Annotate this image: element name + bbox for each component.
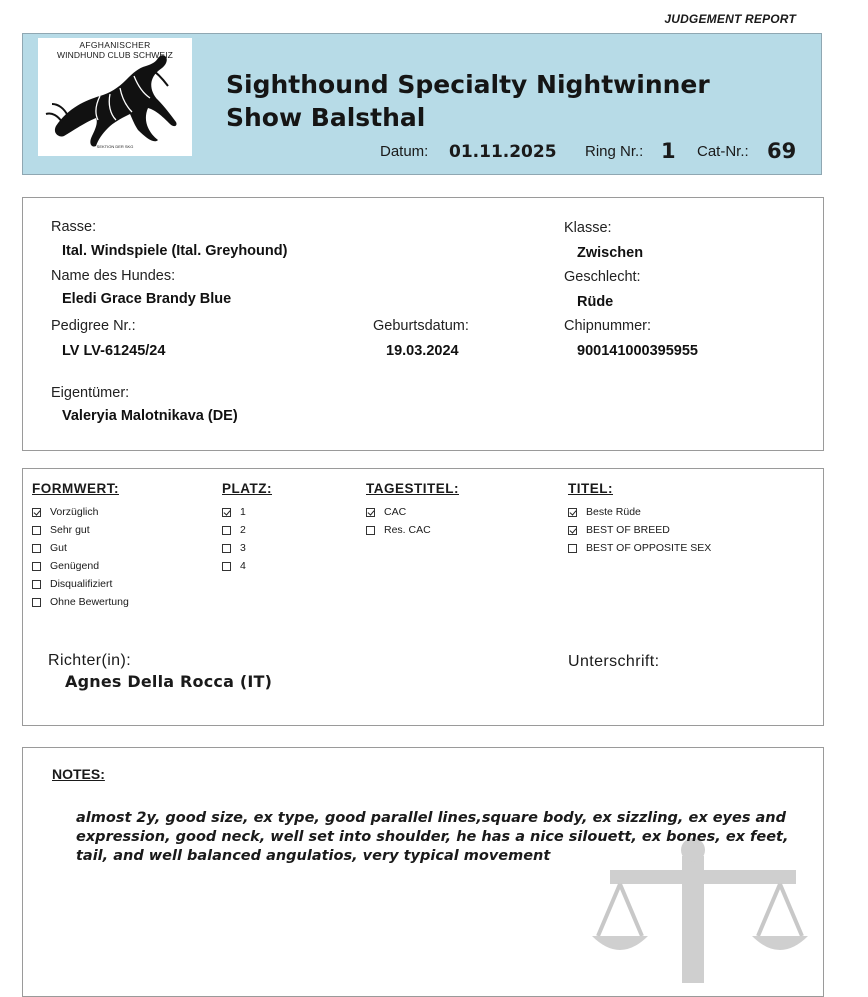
afghan-hound-icon: [38, 38, 192, 156]
unchecked-checkbox-icon[interactable]: [32, 526, 41, 535]
unchecked-checkbox-icon[interactable]: [222, 526, 231, 535]
platz-option: [222, 557, 246, 575]
formwert-option-label: Gut: [50, 542, 67, 554]
unchecked-checkbox-icon[interactable]: [222, 562, 231, 571]
titel-option: [568, 521, 711, 539]
formwert-option-label: Sehr gut: [50, 524, 90, 536]
rasse-label: Rasse:: [51, 219, 97, 235]
formwert-option: [32, 557, 129, 575]
club-logo: [38, 38, 192, 156]
klasse-value: Zwischen: [577, 245, 644, 261]
platz-option-label: 2: [240, 524, 246, 536]
logo-text-line2: WINDHUND CLUB SCHWEIZ: [57, 50, 173, 60]
formwert-option-label: Disqualifiziert: [50, 578, 113, 590]
signature-label: Unterschrift:: [568, 653, 660, 670]
unchecked-checkbox-icon[interactable]: [32, 544, 41, 553]
geschlecht-value: Rüde: [577, 294, 614, 310]
platz-option: [222, 539, 246, 557]
tagestitel-option: [366, 503, 431, 521]
ring-value: 1: [661, 139, 676, 163]
formwert-option: [32, 575, 129, 593]
titel-options: [568, 503, 711, 557]
richter-value: Agnes Della Rocca (IT): [65, 672, 273, 691]
geburtsdatum-value: 19.03.2024: [386, 343, 459, 359]
platz-options: [222, 503, 246, 575]
owner-label: Eigentümer:: [51, 385, 130, 401]
unchecked-checkbox-icon[interactable]: [32, 562, 41, 571]
pedigree-label: Pedigree Nr.:: [51, 318, 136, 334]
titel-option: [568, 539, 711, 557]
checked-checkbox-icon[interactable]: [222, 508, 231, 517]
formwert-options: [32, 503, 129, 611]
datum-label: Datum:: [380, 143, 429, 160]
formwert-option: [32, 503, 129, 521]
formwert-option: [32, 521, 129, 539]
tagestitel-options: [366, 503, 431, 539]
titel-option: [568, 503, 711, 521]
chipnummer-value: 900141000395955: [577, 343, 698, 359]
geburtsdatum-label: Geburtsdatum:: [373, 318, 469, 334]
tagestitel-option-label: CAC: [384, 506, 407, 518]
pedigree-value: LV LV-61245/24: [62, 343, 166, 359]
logo-text-line1: AFGHANISCHER: [79, 40, 151, 50]
platz-option: [222, 503, 246, 521]
titel-option-label: BEST OF BREED: [586, 524, 670, 536]
unchecked-checkbox-icon[interactable]: [366, 526, 375, 535]
richter-label: Richter(in):: [48, 652, 132, 669]
formwert-option: [32, 593, 129, 611]
name-label: Name des Hundes:: [51, 268, 176, 284]
formwert-option: [32, 539, 129, 557]
unchecked-checkbox-icon[interactable]: [222, 544, 231, 553]
notes-heading: NOTES:: [52, 766, 105, 782]
klasse-label: Klasse:: [564, 220, 612, 236]
platz-heading: PLATZ:: [222, 481, 272, 496]
geschlecht-label: Geschlecht:: [564, 269, 641, 285]
checked-checkbox-icon[interactable]: [32, 508, 41, 517]
formwert-heading: FORMWERT:: [32, 481, 119, 496]
tagestitel-option-label: Res. CAC: [384, 524, 431, 536]
owner-value: Valeryia Malotnikava (DE): [62, 408, 238, 424]
formwert-option-label: Ohne Bewertung: [50, 596, 129, 608]
rasse-value: Ital. Windspiele (Ital. Greyhound): [62, 243, 288, 259]
formwert-option-label: Genügend: [50, 560, 100, 572]
tagestitel-heading: TAGESTITEL:: [366, 481, 459, 496]
ring-label: Ring Nr.:: [585, 143, 644, 160]
cat-value: 69: [767, 139, 797, 163]
notes-text: almost 2y, good size, ex type, good parallel lines,square body, ex sizzling, ex eyes and expression, good neck, well set into shoulder, he has a nice silouett, ex bones, ex feet, tail, and well balanced angulatios, very typical movement: [76, 810, 789, 864]
unchecked-checkbox-icon[interactable]: [568, 544, 577, 553]
show-title: Sighthound Specialty Nightwinner Show Balsthal: [226, 70, 710, 132]
logo-text-line3: SEKTION DER SKG: [96, 144, 134, 149]
chipnummer-label: Chipnummer:: [564, 318, 652, 334]
titel-heading: TITEL:: [568, 481, 613, 496]
platz-option-label: 4: [240, 560, 246, 572]
datum-value: 01.11.2025: [449, 142, 557, 162]
name-value: Eledi Grace Brandy Blue: [62, 291, 232, 307]
checked-checkbox-icon[interactable]: [366, 508, 375, 517]
checked-checkbox-icon[interactable]: [568, 526, 577, 535]
unchecked-checkbox-icon[interactable]: [32, 598, 41, 607]
formwert-option-label: Vorzüglich: [50, 506, 99, 518]
report-title: JUDGEMENT REPORT: [664, 12, 796, 26]
platz-option-label: 3: [240, 542, 246, 554]
tagestitel-option: [366, 521, 431, 539]
titel-option-label: Beste Rüde: [586, 506, 641, 518]
platz-option-label: 1: [240, 506, 246, 518]
platz-option: [222, 521, 246, 539]
cat-label: Cat-Nr.:: [697, 143, 749, 160]
titel-option-label: BEST OF OPPOSITE SEX: [586, 542, 712, 554]
checked-checkbox-icon[interactable]: [568, 508, 577, 517]
unchecked-checkbox-icon[interactable]: [32, 580, 41, 589]
